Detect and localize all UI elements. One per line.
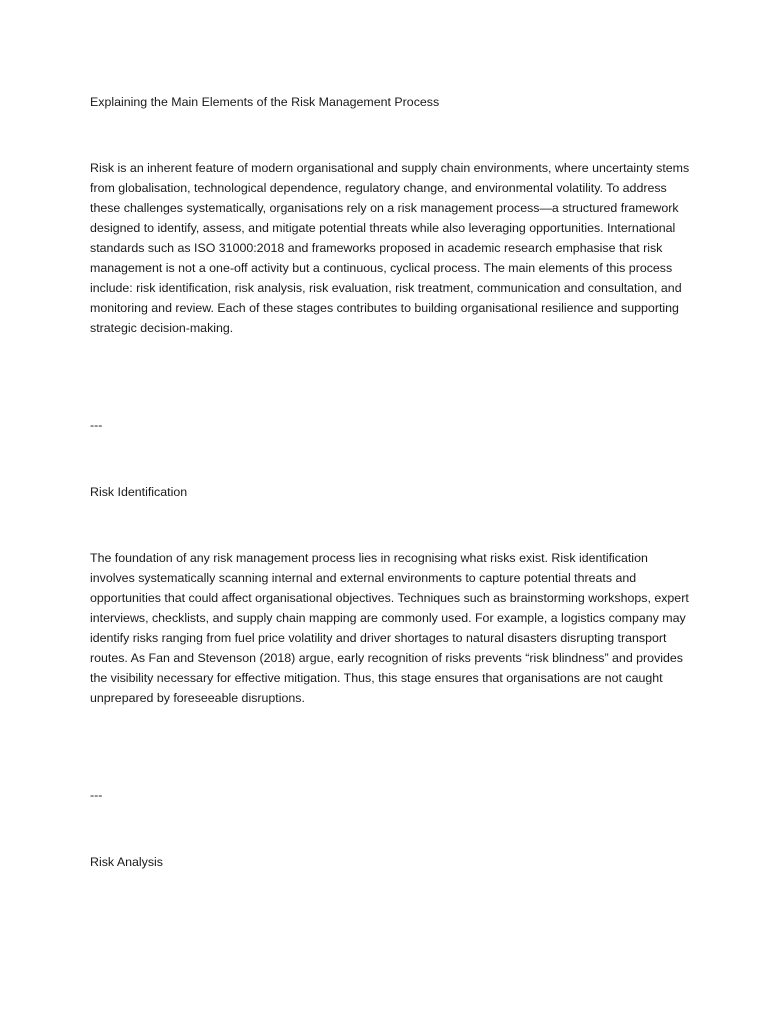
section-separator: --- [90,788,103,802]
section-heading-risk-identification: Risk Identification [90,485,188,499]
risk-identification-paragraph: The foundation of any risk management process lies in recognising what risks exist. Risk identification involves systematically scanning internal and external environments to capture potential threats and opportunities that could affect organisational objectives. Techniques such as brainstorming workshops, expert interviews, checklists, and supply chain mapping are commonly used. For example, a logistics company may identify risks ranging from fuel price volatility and driver shortages to natural disasters disrupting transport routes. As Fan and Stevenson (2018) argue, early recognition of risks prevents “risk blindness” and provides the visibility necessary for effective mitigation. Thus, this stage ensures that organisations are not caught unprepared by foreseeable disruptions. [90,551,689,705]
intro-paragraph: Risk is an inherent feature of modern organisational and supply chain environments, where uncertainty stems from globalisation, technological dependence, regulatory change, and environmental volatility. To address these challenges systematically, organisations rely on a risk management process—a structured framework designed to identify, assess, and mitigate potential threats while also leveraging opportunities. International standards such as ISO 31000:2018 and frameworks proposed in academic research emphasise that risk management is not a one-off activity but a continuous, cyclical process. The main elements of this process include: risk identification, risk analysis, risk evaluation, risk treatment, communication and consultation, and monitoring and review. Each of these stages contributes to building organisational resilience and supporting strategic decision-making. [90,161,690,335]
section-separator: --- [90,418,103,432]
section-heading-risk-analysis: Risk Analysis [90,855,163,869]
document-body [90,92,690,872]
document-title: Explaining the Main Elements of the Risk Management Process [90,95,440,109]
